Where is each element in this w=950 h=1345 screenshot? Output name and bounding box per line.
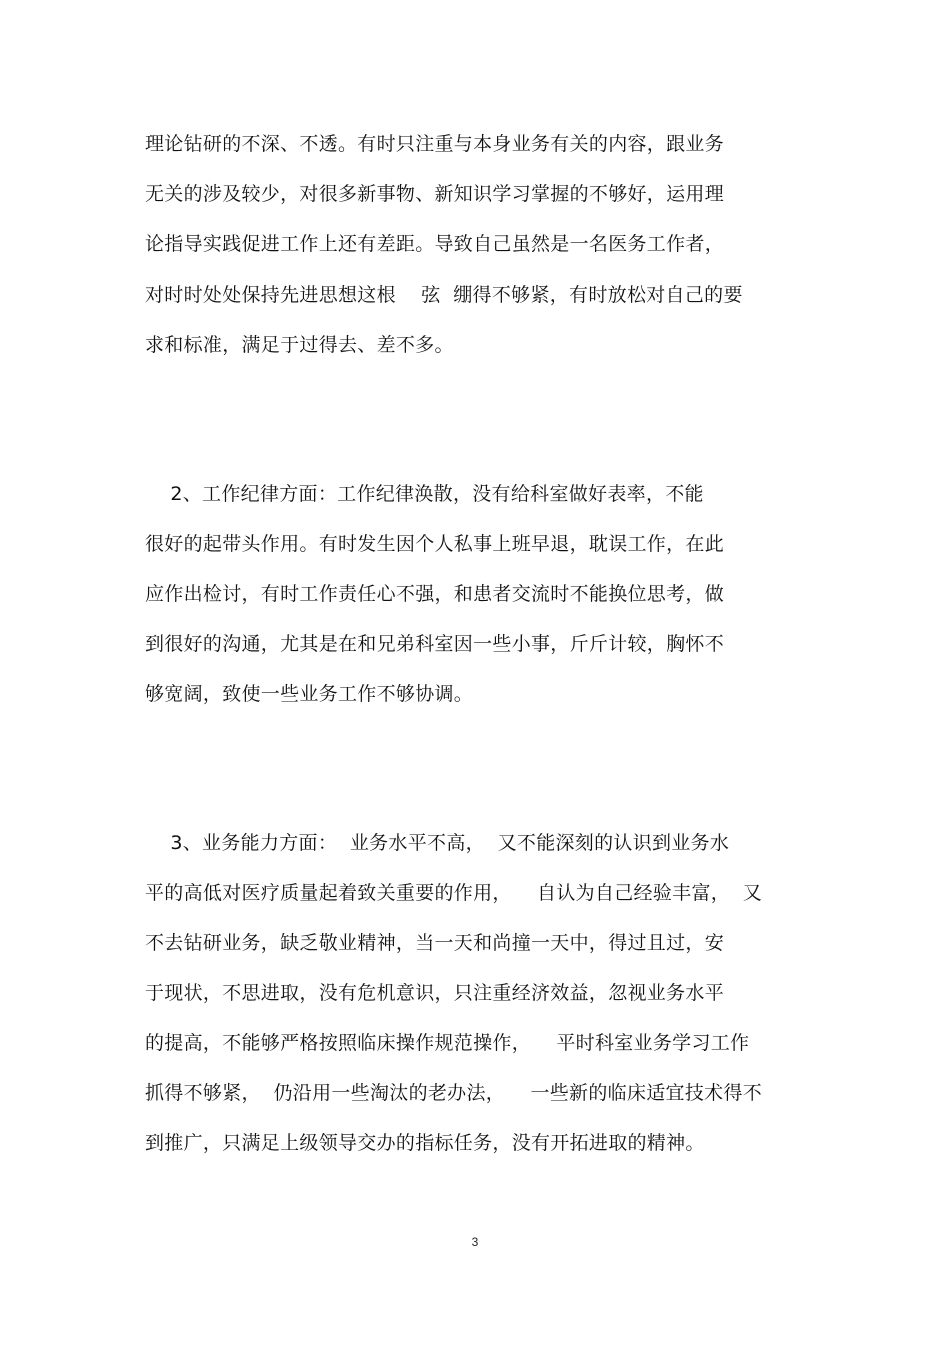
paragraph-line: 平的高低对医疗质量起着致关重要的作用， 自认为自己经验丰富， 又 (145, 882, 763, 904)
paragraph-line: 到很好的沟通，尤其是在和兄弟科室因一些小事，斤斤计较，胸怀不 (145, 633, 725, 655)
paragraph-line: 够宽阔，致使一些业务工作不够协调。 (145, 683, 474, 705)
page-number: 3 (471, 1235, 479, 1249)
paragraph-line: 很好的起带头作用。有时发生因个人私事上班早退，耽误工作，在此 (145, 533, 725, 555)
paragraph-line: 对时时处处保持先进思想这根 弦 绷得不够紧，有时放松对自己的要 (145, 284, 743, 306)
paragraph-line: 无关的涉及较少，对很多新事物、新知识学习掌握的不够好，运用理 (145, 183, 725, 205)
paragraph-line: 的提高，不能够严格按照临床操作规范操作， 平时科室业务学习工作 (145, 1032, 750, 1054)
paragraph-line: 于现状，不思进取，没有危机意识，只注重经济效益，忽视业务水平 (145, 982, 725, 1004)
paragraph-line: 不去钻研业务，缺乏敬业精神，当一天和尚撞一天中，得过且过，安 (145, 932, 725, 954)
paragraph-line: 求和标准，满足于过得去、差不多。 (145, 334, 454, 356)
paragraph-line: 抓得不够紧， 仍沿用一些淘汰的老办法， 一些新的临床适宜技术得不 (145, 1082, 763, 1104)
paragraph-line: 2、工作纪律方面：工作纪律涣散，没有给科室做好表率，不能 (145, 483, 704, 505)
paragraph-line: 理论钻研的不深、不透。有时只注重与本身业务有关的内容，跟业务 (145, 133, 725, 155)
paragraph-line: 到推广，只满足上级领导交办的指标任务，没有开拓进取的精神。 (145, 1132, 705, 1154)
paragraph-line: 论指导实践促进工作上还有差距。导致自己虽然是一名医务工作者， (145, 233, 725, 255)
paragraph-line: 应作出检讨，有时工作责任心不强，和患者交流时不能换位思考，做 (145, 583, 725, 605)
paragraph-line: 3、业务能力方面： 业务水平不高， 又不能深刻的认识到业务水 (145, 832, 730, 854)
